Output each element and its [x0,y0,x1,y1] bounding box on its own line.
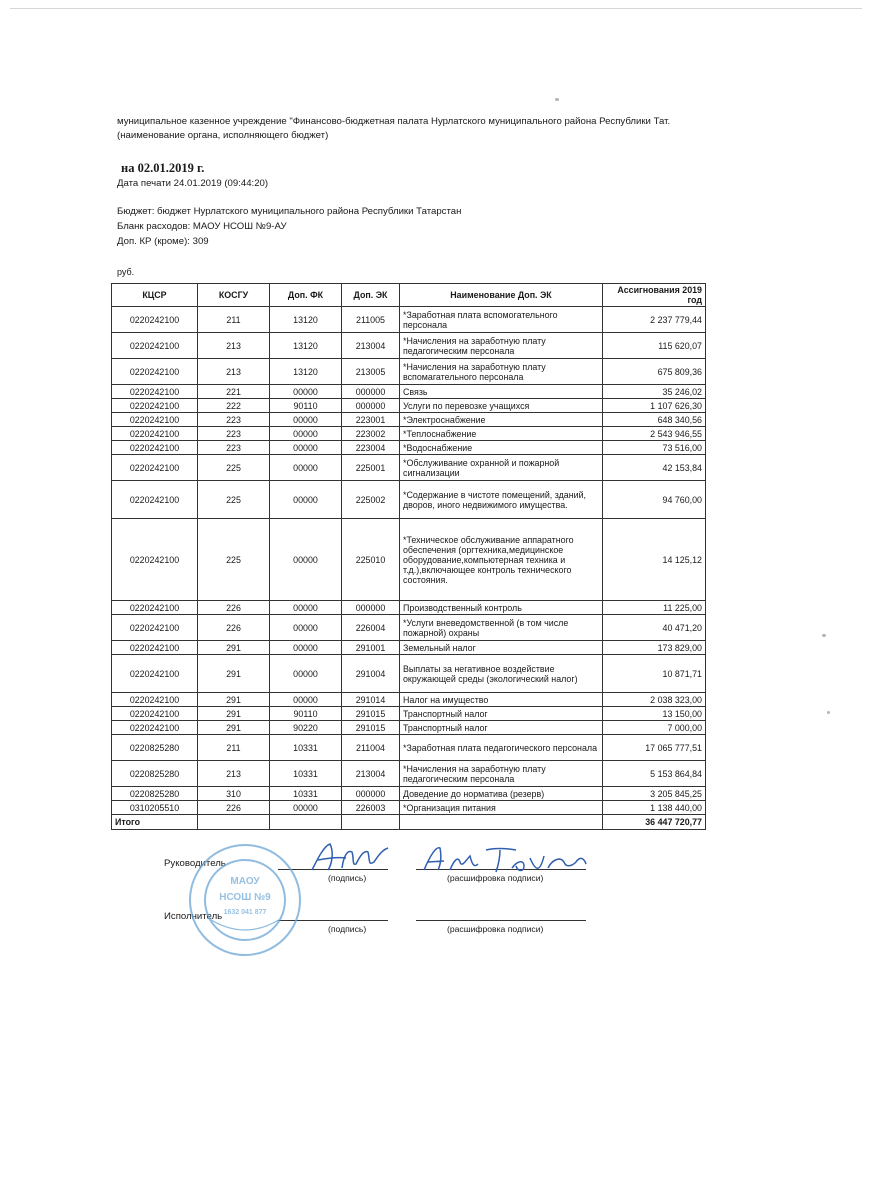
cell-amount: 115 620,07 [603,333,706,359]
cell-ek: 291014 [342,693,400,707]
cell-amount: 2 543 946,55 [603,427,706,441]
cell-kosgu: 226 [198,801,270,815]
cell-name: *Содержание в чистоте помещений, зданий, дворов, иного недвижимого имущества. [400,481,603,519]
cell-ek: 291015 [342,721,400,735]
table-row [112,735,706,761]
table-row [112,519,706,601]
cell-amount: 2 038 323,00 [603,693,706,707]
cell-amount: 17 065 777,51 [603,735,706,761]
cell-kcsr: 0220242100 [112,519,198,601]
cell-amount: 2 237 779,44 [603,307,706,333]
table-row [112,601,706,615]
cell-kosgu: 291 [198,655,270,693]
expense-form-line: Бланк расходов: МАОУ НСОШ №9-АУ [117,221,287,232]
cell-amount: 40 471,20 [603,615,706,641]
cell-fk: 13120 [270,307,342,333]
cell-ek: 211004 [342,735,400,761]
cell-amount: 7 000,00 [603,721,706,735]
cell-name: Производственный контроль [400,601,603,615]
cell-amount: 14 125,12 [603,519,706,601]
cell-name: *Начисления на заработную плату вспомагательного персонала [400,359,603,385]
column-header: Наименование Доп. ЭК [400,284,603,307]
scan-speck [827,711,830,714]
allocations-table [111,283,706,830]
executor-sign-caption: (подпись) [328,924,367,934]
cell-ek: 291015 [342,707,400,721]
cell-fk: 00000 [270,481,342,519]
cell-amount: 1 138 440,00 [603,801,706,815]
cell-kcsr: 0220242100 [112,707,198,721]
cell-kcsr: 0310205510 [112,801,198,815]
cell-kcsr: 0220242100 [112,455,198,481]
table-row [112,721,706,735]
cell-kcsr: 0220242100 [112,721,198,735]
cell-fk: 00000 [270,413,342,427]
cell-kosgu: 211 [198,307,270,333]
svg-text:НСОШ №9: НСОШ №9 [219,892,271,903]
cell-kosgu: 213 [198,359,270,385]
cell-fk: 90110 [270,399,342,413]
cell-fk: 90110 [270,707,342,721]
table-cell [198,815,270,830]
cell-amount: 11 225,00 [603,601,706,615]
cell-fk: 00000 [270,385,342,399]
cell-kosgu: 291 [198,707,270,721]
cell-kcsr: 0220242100 [112,399,198,413]
table-row [112,385,706,399]
cell-kcsr: 0220242100 [112,693,198,707]
cell-ek: 225010 [342,519,400,601]
table-row [112,413,706,427]
column-header: КЦСР [112,284,198,307]
cell-ek: 211005 [342,307,400,333]
cell-name: *Заработная плата вспомогательного персонала [400,307,603,333]
cell-ek: 000000 [342,399,400,413]
cell-kosgu: 213 [198,761,270,787]
cell-name: Земельный налог [400,641,603,655]
cell-ek: 213004 [342,333,400,359]
cell-amount: 42 153,84 [603,455,706,481]
cell-fk: 00000 [270,455,342,481]
cell-ek: 213005 [342,359,400,385]
cell-fk: 00000 [270,641,342,655]
cell-kcsr: 0220242100 [112,385,198,399]
cell-amount: 173 829,00 [603,641,706,655]
total-amount: 36 447 720,77 [603,815,706,830]
cell-kcsr: 0220825280 [112,761,198,787]
cell-kosgu: 223 [198,427,270,441]
cell-name: Связь [400,385,603,399]
cell-kosgu: 226 [198,601,270,615]
cell-kcsr: 0220242100 [112,615,198,641]
svg-text:1632 041 877: 1632 041 877 [223,909,267,916]
cell-name: *Теплоснабжение [400,427,603,441]
cell-fk: 00000 [270,427,342,441]
cell-name: *Организация питания [400,801,603,815]
head-sign-caption: (подпись) [328,873,367,883]
cell-ek: 225001 [342,455,400,481]
cell-kcsr: 0220242100 [112,307,198,333]
table-row [112,761,706,787]
cell-kosgu: 223 [198,413,270,427]
cell-kosgu: 225 [198,481,270,519]
cell-kcsr: 0220242100 [112,359,198,385]
institution-caption: (наименование органа, исполняющего бюджет) [117,130,329,141]
table-cell [342,815,400,830]
head-decode-caption: (расшифровка подписи) [447,873,544,883]
cell-kcsr: 0220825280 [112,735,198,761]
cell-ek: 223004 [342,441,400,455]
cell-amount: 648 340,56 [603,413,706,427]
cell-kcsr: 0220242100 [112,481,198,519]
cell-kosgu: 211 [198,735,270,761]
cell-name: *Обслуживание охранной и пожарной сигнализации [400,455,603,481]
cell-kosgu: 213 [198,333,270,359]
executor-decode-caption: (расшифровка подписи) [447,924,544,934]
cell-fk: 13120 [270,359,342,385]
cell-kosgu: 226 [198,615,270,641]
table-row [112,427,706,441]
cell-fk: 13120 [270,333,342,359]
cell-amount: 3 205 845,25 [603,787,706,801]
cell-name: *Услуги вневедомственной (в том числе пожарной) охраны [400,615,603,641]
cell-kosgu: 221 [198,385,270,399]
cell-fk: 00000 [270,615,342,641]
print-date: Дата печати 24.01.2019 (09:44:20) [117,178,269,189]
cell-ek: 000000 [342,601,400,615]
cell-name: *Начисления на заработную плату педагогическим персонала [400,761,603,787]
cell-fk: 00000 [270,655,342,693]
organization-stamp [150,840,330,970]
cell-name: *Начисления на заработную плату педагогическим персонала [400,333,603,359]
column-header: Доп. ФК [270,284,342,307]
head-signature [308,840,390,876]
report-date-title: на 02.01.2019 г. [121,161,205,175]
table-row [112,481,706,519]
cell-ek: 225002 [342,481,400,519]
table-row [112,693,706,707]
table-row [112,307,706,333]
column-header: Доп. ЭК [342,284,400,307]
table-row [112,455,706,481]
cell-name: Выплаты за негативное воздействие окружающей среды (экологический налог) [400,655,603,693]
cell-fk: 00000 [270,441,342,455]
cell-kcsr: 0220242100 [112,441,198,455]
total-row [112,815,706,830]
cell-fk: 00000 [270,601,342,615]
table-row [112,707,706,721]
svg-text:МАОУ: МАОУ [230,876,260,887]
cell-kosgu: 225 [198,519,270,601]
cell-ek: 226003 [342,801,400,815]
head-decode-signature [420,842,590,878]
currency-unit: руб. [117,267,135,277]
cell-ek: 226004 [342,615,400,641]
table-row [112,787,706,801]
table-row [112,641,706,655]
cell-amount: 73 516,00 [603,441,706,455]
cell-ek: 000000 [342,385,400,399]
cell-kosgu: 291 [198,641,270,655]
cell-fk: 10331 [270,735,342,761]
scan-speck [822,634,826,637]
cell-amount: 13 150,00 [603,707,706,721]
budget-line: Бюджет: бюджет Нурлатского муниципального района Республики Татарстан [117,206,462,217]
cell-fk: 90220 [270,721,342,735]
cell-kcsr: 0220242100 [112,601,198,615]
cell-amount: 10 871,71 [603,655,706,693]
cell-fk: 10331 [270,761,342,787]
table-row [112,399,706,413]
table-row [112,615,706,641]
cell-amount: 1 107 626,30 [603,399,706,413]
cell-ek: 223001 [342,413,400,427]
cell-name: Транспортный налог [400,707,603,721]
cell-amount: 675 809,36 [603,359,706,385]
table-row [112,333,706,359]
cell-kosgu: 310 [198,787,270,801]
cell-amount: 94 760,00 [603,481,706,519]
column-header: КОСГУ [198,284,270,307]
executor-decode-line [416,920,586,921]
cell-kcsr: 0220242100 [112,413,198,427]
cell-ek: 291004 [342,655,400,693]
table-header-row [112,284,706,307]
cell-ek: 000000 [342,787,400,801]
cell-fk: 00000 [270,519,342,601]
executor-label: Исполнитель [164,911,223,922]
table-cell [270,815,342,830]
cell-name: Услуги по перевозке учащихся [400,399,603,413]
table-row [112,801,706,815]
cell-name: *Водоснабжение [400,441,603,455]
head-label: Руководитель [164,858,226,869]
cell-kosgu: 291 [198,693,270,707]
cell-kosgu: 225 [198,455,270,481]
scan-speck [555,98,559,101]
total-label: Итого [112,815,198,830]
institution-name: муниципальное казенное учреждение "Финансово-бюджетная палата Нурлатского муниципального района Республики Тат. [117,116,671,127]
top-scan-rule [10,8,862,9]
column-header: Ассигнования 2019 год [603,284,706,307]
cell-kosgu: 291 [198,721,270,735]
cell-fk: 00000 [270,801,342,815]
table-row [112,359,706,385]
cell-name: Налог на имущество [400,693,603,707]
cell-ek: 213004 [342,761,400,787]
cell-amount: 35 246,02 [603,385,706,399]
cell-fk: 10331 [270,787,342,801]
cell-kcsr: 0220242100 [112,427,198,441]
cell-name: Транспортный налог [400,721,603,735]
cell-kosgu: 223 [198,441,270,455]
cell-amount: 5 153 864,84 [603,761,706,787]
table-row [112,441,706,455]
table-cell [400,815,603,830]
cell-fk: 00000 [270,693,342,707]
cell-ek: 223002 [342,427,400,441]
cell-ek: 291001 [342,641,400,655]
cell-kcsr: 0220825280 [112,787,198,801]
cell-name: *Техническое обслуживание аппаратного обеспечения (оргтехника,медицинское оборудование,компьютерная техника и т.д.),включающее контроль технического состояния. [400,519,603,601]
cell-name: *Электроснабжение [400,413,603,427]
cell-kcsr: 0220242100 [112,641,198,655]
cell-kcsr: 0220242100 [112,333,198,359]
cell-kcsr: 0220242100 [112,655,198,693]
cell-kosgu: 222 [198,399,270,413]
cell-name: Доведение до норматива (резерв) [400,787,603,801]
table-row [112,655,706,693]
cell-name: *Заработная плата педагогического персонала [400,735,603,761]
extra-kr-line: Доп. КР (кроме): 309 [117,236,209,247]
